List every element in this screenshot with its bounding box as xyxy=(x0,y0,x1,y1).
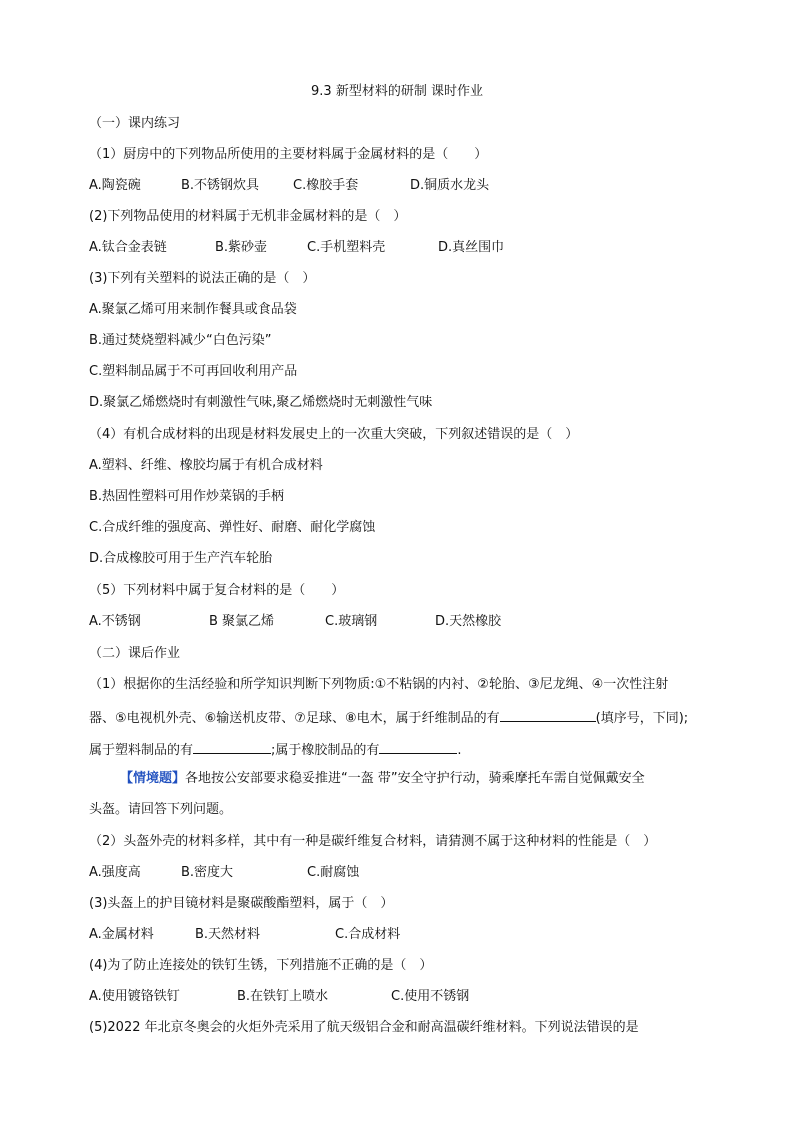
hw-q1-line3-end: . xyxy=(457,743,462,758)
question-3-stem: (3)下列有关塑料的说法正确的是（ ） xyxy=(89,271,316,286)
question-5-stem: （5）下列材料中属于复合材料的是（ ） xyxy=(89,583,345,598)
hw-question-4-stem: (4)为了防止连接处的铁钉生锈，下列措施不正确的是（ ） xyxy=(89,958,433,973)
q2-option-a: A.钛合金表链 xyxy=(89,240,167,255)
question-4-stem: （4）有机合成材料的出现是材料发展史上的一次重大突破，下列叙述错误的是（ ） xyxy=(89,427,579,442)
q3-option-a: A.聚氯乙烯可用来制作餐具或食品袋 xyxy=(89,302,297,317)
context-paragraph-line-2: 头盔。请回答下列问题。 xyxy=(89,802,233,817)
hw-q2-option-a: A.强度高 xyxy=(89,865,141,880)
q1-option-a: A.陶瓷碗 xyxy=(89,178,141,193)
hw-question-1-line-1: （1）根据你的生活经验和所学知识判断下列物质:①不粘锅的内衬、②轮胎、③尼龙绳、④一次性注射 xyxy=(89,677,669,692)
hw-q3-option-a: A.金属材料 xyxy=(89,927,154,942)
question-2-stem: (2)下列物品使用的材料属于无机非金属材料的是（ ） xyxy=(89,209,407,224)
q3-option-c: C.塑料制品属于不可再回收利用产品 xyxy=(89,364,298,379)
hw-q3-option-c: C.合成材料 xyxy=(335,927,401,942)
q1-option-c: C.橡胶手套 xyxy=(293,178,359,193)
hw-question-3-stem: (3)头盔上的护目镜材料是聚碳酸酯塑料，属于（ ） xyxy=(89,896,394,911)
q5-option-c: C.玻璃钢 xyxy=(325,614,378,629)
plastic-products-blank[interactable] xyxy=(193,740,271,754)
context-text: 各地按公安部要求稳妥推进“一盔 带”安全守护行动，骑乘摩托车需自觉佩戴安全 xyxy=(185,771,645,786)
rubber-products-blank[interactable] xyxy=(379,740,457,754)
section-heading-homework: （二）课后作业 xyxy=(89,646,181,661)
hw-question-5-stem: (5)2022 年北京冬奥会的火炬外壳采用了航天级铝合金和耐高温碳纤维材料。下列说法错误的是 xyxy=(89,1020,639,1035)
hw-q1-line2-suffix: (填序号，下同); xyxy=(595,711,689,726)
fiber-products-blank[interactable] xyxy=(500,708,596,722)
q2-option-b: B.紫砂壶 xyxy=(215,240,268,255)
document-title: 9.3 新型材料的研制 课时作业 xyxy=(311,84,483,99)
hw-question-1-line-3 xyxy=(89,740,462,759)
q2-option-c: C.手机塑料壳 xyxy=(307,240,386,255)
q3-option-b: B.通过焚烧塑料减少“白色污染” xyxy=(89,333,272,348)
hw-q1-line3-middle: ;属于橡胶制品的有 xyxy=(271,743,380,758)
q3-option-d: D.聚氯乙烯燃烧时有刺激性气味,聚乙烯燃烧时无刺激性气味 xyxy=(89,395,433,410)
section-heading-in-class: （一）课内练习 xyxy=(89,116,181,131)
q5-option-b: B 聚氯乙烯 xyxy=(209,614,275,629)
context-paragraph-line-1 xyxy=(120,771,645,787)
q1-option-b: B.不锈钢炊具 xyxy=(181,178,260,193)
hw-q4-option-b: B.在铁钉上喷水 xyxy=(237,989,329,1004)
hw-q4-option-a: A.使用镀铬铁钉 xyxy=(89,989,180,1004)
hw-q1-line2-text: 器、⑤电视机外壳、⑥输送机皮带、⑦足球、⑧电木，属于纤维制品的有 xyxy=(89,711,500,726)
hw-q4-option-c: C.使用不锈钢 xyxy=(391,989,470,1004)
q5-option-d: D.天然橡胶 xyxy=(435,614,502,629)
q1-option-d: D.铜质水龙头 xyxy=(410,178,490,193)
context-tag: 【情境题】 xyxy=(120,771,186,786)
question-1-stem: （1）厨房中的下列物品所使用的主要材料属于金属材料的是（ ） xyxy=(89,147,488,162)
hw-q2-option-b: B.密度大 xyxy=(181,865,234,880)
hw-question-1-line-2 xyxy=(89,708,688,727)
hw-q2-option-c: C.耐腐蚀 xyxy=(307,865,360,880)
q4-option-d: D.合成橡胶可用于生产汽车轮胎 xyxy=(89,551,273,566)
q4-option-a: A.塑料、纤维、橡胶均属于有机合成材料 xyxy=(89,458,323,473)
q2-option-d: D.真丝围巾 xyxy=(438,240,505,255)
hw-q1-line3-text: 属于塑料制品的有 xyxy=(89,743,194,758)
hw-question-2-stem: （2）头盔外壳的材料多样，其中有一种是碳纤维复合材料，请猜测不属于这种材料的性能是（ ） xyxy=(89,834,657,849)
q4-option-b: B.热固性塑料可用作炒菜锅的手柄 xyxy=(89,489,285,504)
q4-option-c: C.合成纤维的强度高、弹性好、耐磨、耐化学腐蚀 xyxy=(89,520,376,535)
q5-option-a: A.不锈钢 xyxy=(89,614,141,629)
hw-q3-option-b: B.天然材料 xyxy=(195,927,261,942)
